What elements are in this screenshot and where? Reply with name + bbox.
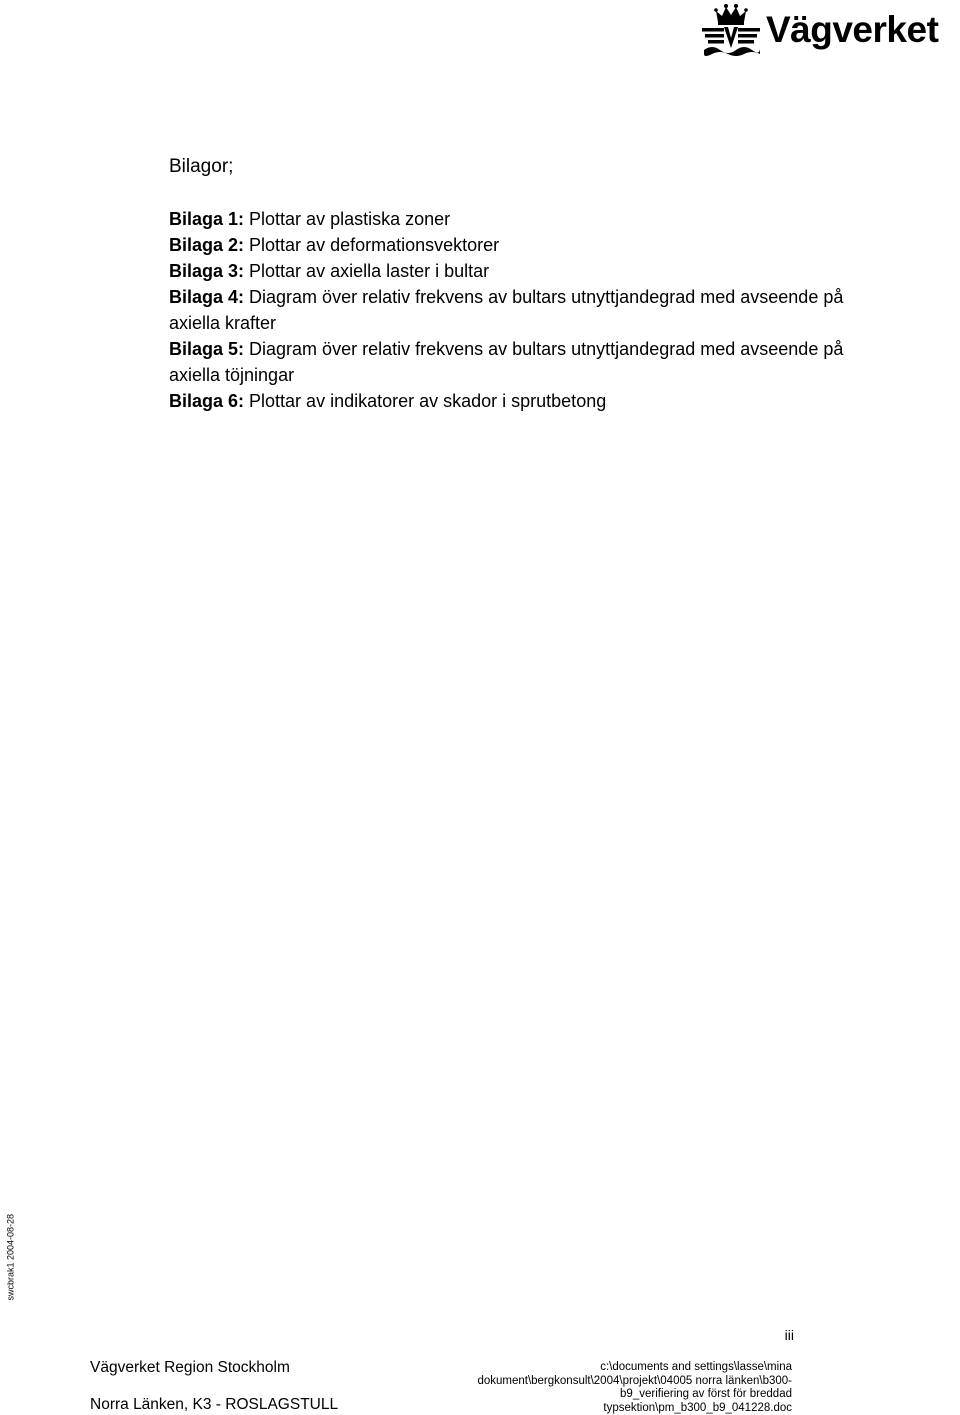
appendix-label: Bilaga 4: bbox=[169, 287, 245, 307]
appendix-list bbox=[169, 206, 869, 414]
appendix-text: Diagram över relativ frekvens av bultars utnyttjandegrad med avseende på axiella krafter bbox=[169, 287, 844, 333]
side-stamp: swcbrak1 2004-08-28 bbox=[5, 1213, 16, 1301]
appendix-label: Bilaga 3: bbox=[169, 261, 245, 281]
footer-path-line: dokument\bergkonsult\2004\projekt\04005 norra länken\b300- bbox=[477, 1374, 792, 1387]
appendix-item-3 bbox=[169, 258, 869, 284]
appendix-text: Plottar av axiella laster i bultar bbox=[244, 261, 490, 281]
logo-wordmark: Vägverket bbox=[766, 9, 939, 50]
vagverket-logo bbox=[700, 0, 960, 58]
appendix-item-5 bbox=[169, 336, 869, 388]
footer-path-line: b9_verifiering av först för breddad bbox=[620, 1388, 792, 1400]
appendix-text: Plottar av indikatorer av skador i sprutbetong bbox=[244, 391, 607, 411]
crown-and-wings-emblem-icon bbox=[700, 2, 762, 56]
appendix-item-1 bbox=[169, 206, 869, 232]
footer-project: Norra Länken, K3 - ROSLAGSTULL bbox=[90, 1396, 339, 1413]
appendix-item-4 bbox=[169, 284, 869, 336]
appendix-label: Bilaga 6: bbox=[169, 391, 245, 411]
appendix-label: Bilaga 1: bbox=[169, 209, 245, 229]
footer-path-line: c:\documents and settings\lasse\mina bbox=[600, 1361, 792, 1373]
appendix-text: Plottar av plastiska zoner bbox=[244, 209, 451, 229]
page-title: Bilagor; bbox=[169, 156, 234, 177]
footer-file-path bbox=[412, 1361, 792, 1415]
appendix-label: Bilaga 2: bbox=[169, 235, 245, 255]
appendix-item-2 bbox=[169, 232, 869, 258]
page-number: iii bbox=[784, 1327, 794, 1343]
appendix-text: Diagram över relativ frekvens av bultars utnyttjandegrad med avseende på axiella töjningar bbox=[169, 339, 844, 385]
appendix-label: Bilaga 5: bbox=[169, 339, 245, 359]
footer-organization: Vägverket Region Stockholm bbox=[90, 1359, 290, 1376]
appendix-text: Plottar av deformationsvektorer bbox=[244, 235, 500, 255]
footer-path-line: typsektion\pm_b300_b9_041228.doc bbox=[603, 1401, 792, 1414]
appendix-item-6 bbox=[169, 388, 869, 414]
